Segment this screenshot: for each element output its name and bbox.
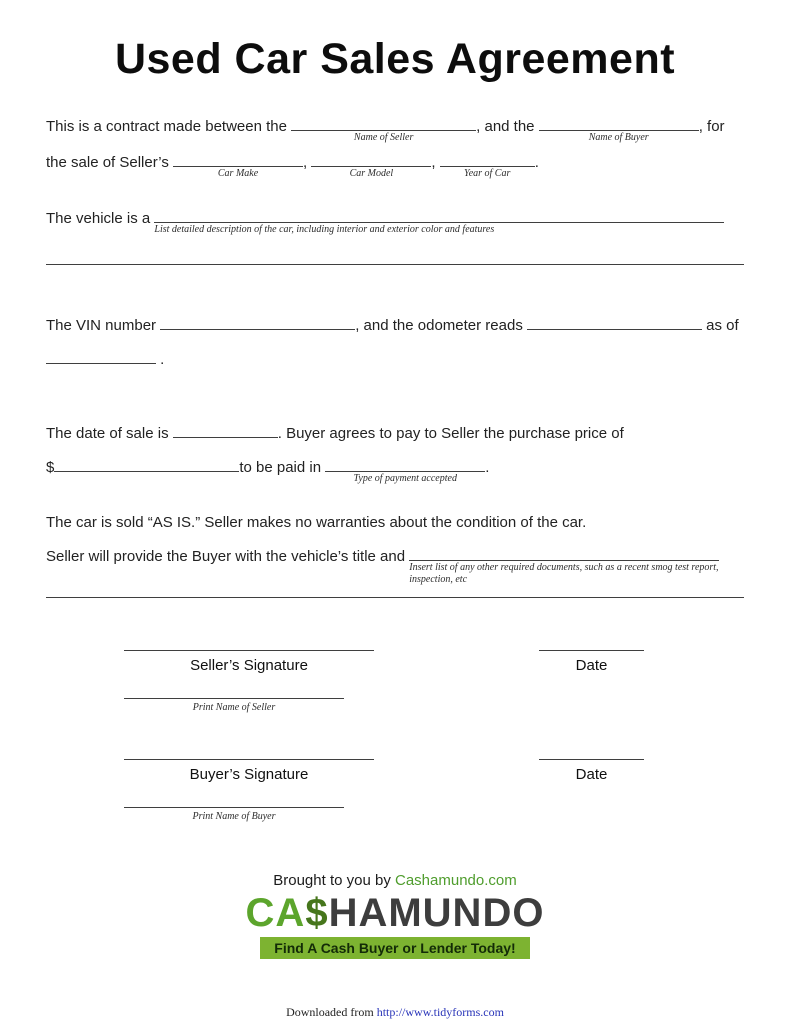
seller-name-blank[interactable] xyxy=(291,130,476,144)
cashamundo-link[interactable]: Cashamundo.com xyxy=(395,872,517,890)
seller-signature-caption: Seller’s Signature xyxy=(190,657,308,675)
documents-continuation-line[interactable] xyxy=(46,597,744,598)
vehicle-description-label: List detailed description of the car, including interior and exterior color and features xyxy=(154,224,495,236)
brought-text: Brought to you by xyxy=(273,872,391,890)
other-documents-blank[interactable] xyxy=(409,560,719,586)
payment-type-label: Type of payment accepted xyxy=(353,473,457,485)
title-documents-text: Seller will provide the Buyer with the vehicle’s title and xyxy=(46,548,406,566)
seller-print-name-line[interactable] xyxy=(124,698,344,699)
intro-text-4: the sale of Seller’s xyxy=(46,154,169,172)
logo-rest-text: HAMUNDO xyxy=(328,891,545,936)
vehicle-paragraph xyxy=(46,207,744,236)
seller-print-row xyxy=(46,698,744,713)
sale-text-3: to be paid in xyxy=(239,459,322,477)
vin-paragraph xyxy=(46,309,744,377)
car-make-blank[interactable] xyxy=(173,166,303,180)
download-credit-line xyxy=(46,1005,744,1020)
buyer-signature-block xyxy=(124,759,374,783)
dollar-sign-icon: $ xyxy=(305,891,329,936)
seller-signature-block xyxy=(124,650,374,674)
seller-signature-row xyxy=(46,650,744,674)
buyer-signature-line[interactable] xyxy=(124,759,374,760)
as-is-clause: The car is sold “AS IS.” Seller makes no warranties about the condition of the car. xyxy=(46,514,587,532)
tagline-wrapper xyxy=(46,934,744,959)
year-of-car-blank[interactable] xyxy=(440,166,535,180)
intro-comma-2: , xyxy=(431,154,436,172)
car-model-label: Car Model xyxy=(349,168,394,180)
buyer-date-block xyxy=(539,759,644,783)
car-model-blank[interactable] xyxy=(311,166,431,180)
dollar-sign: $ xyxy=(46,459,55,477)
vin-period: . xyxy=(160,351,165,369)
car-make-label: Car Make xyxy=(217,168,259,180)
seller-name-label: Name of Seller xyxy=(353,132,414,144)
cashamundo-logo xyxy=(46,892,744,934)
purchase-price-blank[interactable] xyxy=(54,471,239,472)
buyer-date-line[interactable] xyxy=(539,759,644,760)
intro-text-2: , and the xyxy=(476,118,535,136)
date-of-sale-blank[interactable] xyxy=(173,437,278,438)
vin-text-1: The VIN number xyxy=(46,317,157,335)
vin-text-2: , and the odometer reads xyxy=(355,317,523,335)
year-of-car-label: Year of Car xyxy=(464,168,511,180)
buyer-name-label: Name of Buyer xyxy=(588,132,649,144)
payment-type-blank[interactable] xyxy=(325,471,485,485)
intro-period: . xyxy=(534,154,539,172)
footer xyxy=(46,872,744,1020)
signature-section xyxy=(46,650,744,822)
vin-number-blank[interactable] xyxy=(160,329,355,330)
buyer-name-blank[interactable] xyxy=(539,130,699,144)
odometer-blank[interactable] xyxy=(527,329,702,330)
downloaded-text: Downloaded from xyxy=(286,1005,374,1020)
page-title: Used Car Sales Agreement xyxy=(114,35,676,83)
intro-comma-1: , xyxy=(303,154,308,172)
logo-ca-text: CA xyxy=(245,891,306,936)
document-body xyxy=(0,109,790,1020)
vehicle-description-continuation-line[interactable] xyxy=(46,264,744,265)
cashamundo-tagline: Find A Cash Buyer or Lender Today! xyxy=(260,937,529,959)
vin-text-3: as of xyxy=(706,317,739,335)
odometer-date-blank[interactable] xyxy=(46,363,156,364)
seller-date-caption: Date xyxy=(575,657,608,675)
buyer-print-name-line[interactable] xyxy=(124,807,344,808)
intro-paragraph xyxy=(46,109,744,181)
buyer-signature-caption: Buyer’s Signature xyxy=(189,766,309,784)
sale-period: . xyxy=(485,459,490,477)
seller-signature-line[interactable] xyxy=(124,650,374,651)
vehicle-description-blank[interactable] xyxy=(154,222,724,236)
intro-text-1: This is a contract made between the xyxy=(46,118,287,136)
title-documents-paragraph xyxy=(46,545,744,586)
buyer-date-caption: Date xyxy=(575,766,608,784)
buyer-print-name-label: Print Name of Buyer xyxy=(192,811,276,823)
buyer-print-row xyxy=(46,807,744,822)
buyer-signature-row xyxy=(46,759,744,783)
sale-text-2: . Buyer agrees to pay to Seller the purchase price of xyxy=(277,425,624,443)
sale-paragraph xyxy=(46,417,744,485)
other-documents-label: Insert list of any other required documents, such as a recent smog test report, inspection, etc xyxy=(409,562,719,586)
seller-date-block xyxy=(539,650,644,674)
seller-print-name-label: Print Name of Seller xyxy=(192,702,276,714)
seller-date-line[interactable] xyxy=(539,650,644,651)
tidyforms-link[interactable]: http://www.tidyforms.com xyxy=(376,1005,504,1020)
sale-text-1: The date of sale is xyxy=(46,425,169,443)
vehicle-text: The vehicle is a xyxy=(46,210,151,228)
brought-to-you-line xyxy=(46,872,744,889)
intro-text-3: , for xyxy=(698,118,725,136)
